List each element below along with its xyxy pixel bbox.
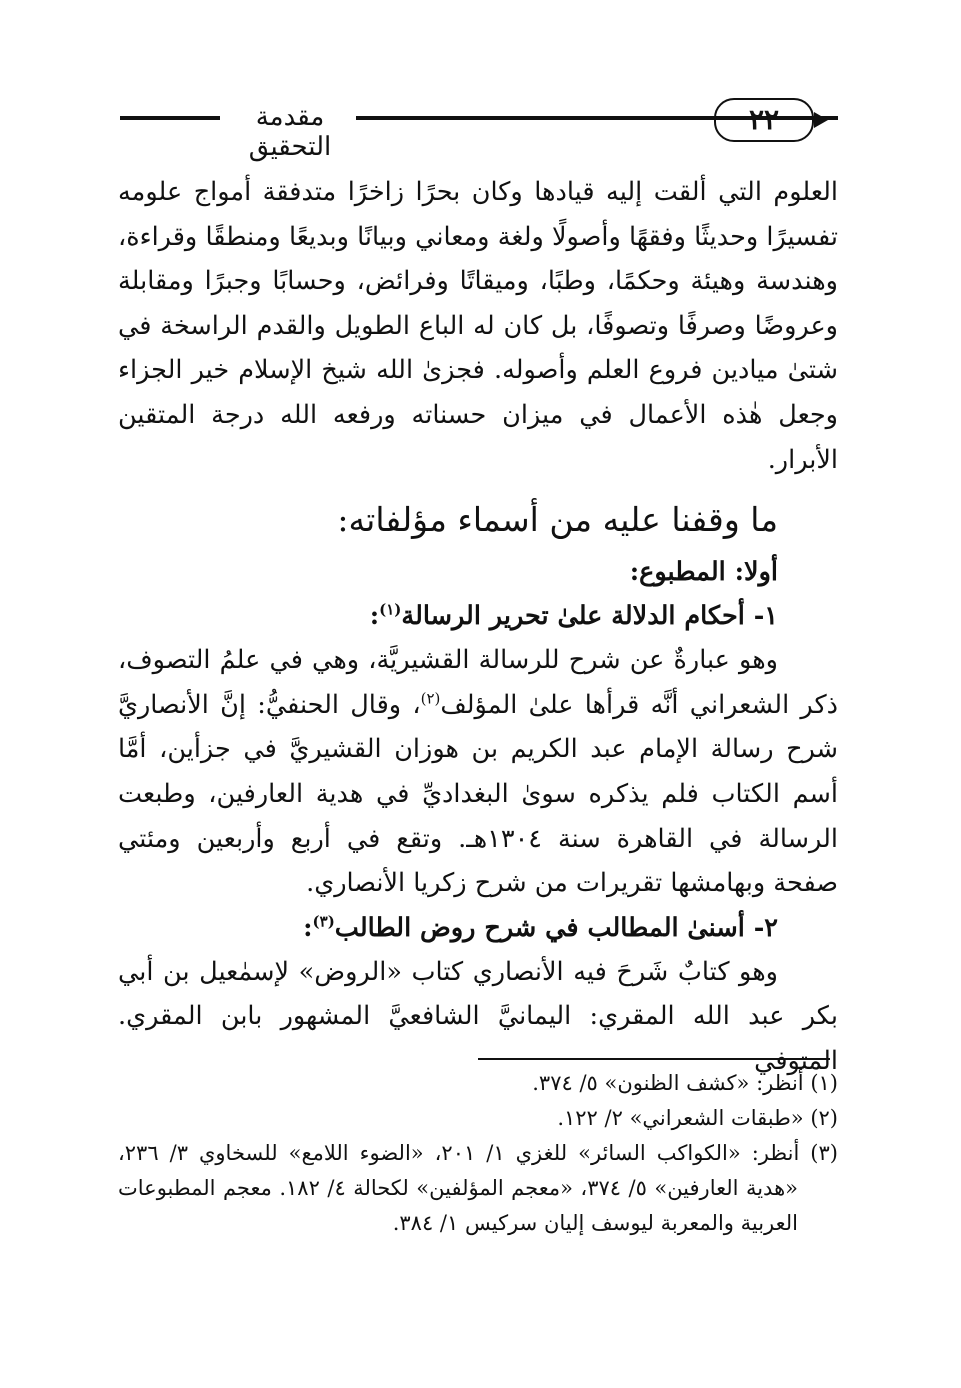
paragraph-item-1-part-b: ، وقال الحنفيُّ: إنَّ الأنصاريَّ شرح رسالة الإمام عبد الكريم بن هوزان القشيريَّ في جزأين، أمَّا أسم الكتاب فلم يذكره سوىٰ البغداديِّ في هدية العارفين، وطبعت الرسالة في القاهرة سنة ١٣٠٤هـ. وتقع في أربع وأربعين ومئتي صفحة وبهامشها تقريرات من شرح زكريا الأنصاري. xyxy=(118,689,838,899)
item-1-title: ١- أحكام الدلالة علىٰ تحرير الرسالة xyxy=(401,601,778,632)
subsection-heading: أولا: المطبوع: xyxy=(629,557,778,588)
paragraph-item-2: وهو كتابٌ شَرحَ فيه الأنصاري كتاب «الروض» لإسمٰعيل بن أبي بكر عبد الله المقري: اليمانيَّ الشافعيَّ المشهور بابن المقري. المتوفي xyxy=(118,956,838,1076)
footnote-ref-2: (٢) xyxy=(420,689,441,708)
footnotes xyxy=(118,1066,838,1241)
paragraph-intro: العلوم التي ألقت إليه قيادها وكان بحرًا زاخرًا متدفقة أمواج علومه تفسيرًا وحديثًا وفقهًا وأصولًا ولغة ومعاني وبيانًا وبديعًا ومنطقًا وقراءة، وهندسة وهيئة وحكمًا، وطبًا، وميقاتًا وفرائض، وحسابًا وجبرًا ومقابلة وعروضًا وصرفًا وتصوفًا، بل كان له الباع الطويل والقدم الراسخة في شتىٰ ميادين فروع العلم وأصوله. فجزىٰ الله شيخ الإسلام خير الجزاء وجعل هٰذه الأعمال في ميزان حسناته ورفعه الله درجة المتقين الأبرار. xyxy=(118,177,838,475)
header-rule-left xyxy=(120,116,220,120)
page-header xyxy=(120,98,838,162)
footnote-separator xyxy=(478,1058,830,1060)
item-1-heading xyxy=(118,594,778,638)
item-2-title: ٢- أسنىٰ المطالب في شرح روض الطالب xyxy=(334,912,778,943)
section-heading: ما وقفنا عليه من أسماء مؤلفاته: xyxy=(337,500,778,540)
footnote-ref-1: (١) xyxy=(379,600,402,619)
main-text xyxy=(118,170,838,1084)
header-title: مقدمة التحقيق xyxy=(248,102,332,162)
item-2-heading xyxy=(118,906,778,950)
item-1-colon: : xyxy=(369,601,380,632)
footnote-3: (٣) أنظر: «الكواكب السائر» للغزي ١/ ٢٠١، «الضوء اللامع» للسخاوي ٣/ ٢٣٦، «هدية العارفين» ٥/ ٣٧٤، «معجم المؤلفين» لكحالة ٤/ ١٨٢. معجم المطبوعات العربية والمعربة ليوسف إليان سركيس ١/ ٣٨٤. xyxy=(118,1141,838,1235)
paragraph-item-1 xyxy=(118,638,838,906)
footnote-1: (١) أنظر: «كشف الظنون» ٥/ ٣٧٤. xyxy=(532,1071,838,1095)
footnote-2: (٢) «طبقات الشعراني» ٢/ ١٢٢. xyxy=(557,1106,838,1130)
paragraph-item-1-part-a: وهو عبارةٌ عن شرح للرسالة القشيريَّة، وهي في علمُ التصوف، ذكر الشعراني أنَّه قرأها علىٰ المؤلف xyxy=(118,645,838,720)
footnote-ref-3: (٣) xyxy=(312,912,335,931)
header-rule-right xyxy=(820,116,838,120)
page-number: ٢٢ xyxy=(714,98,814,142)
item-2-colon: : xyxy=(303,912,313,943)
